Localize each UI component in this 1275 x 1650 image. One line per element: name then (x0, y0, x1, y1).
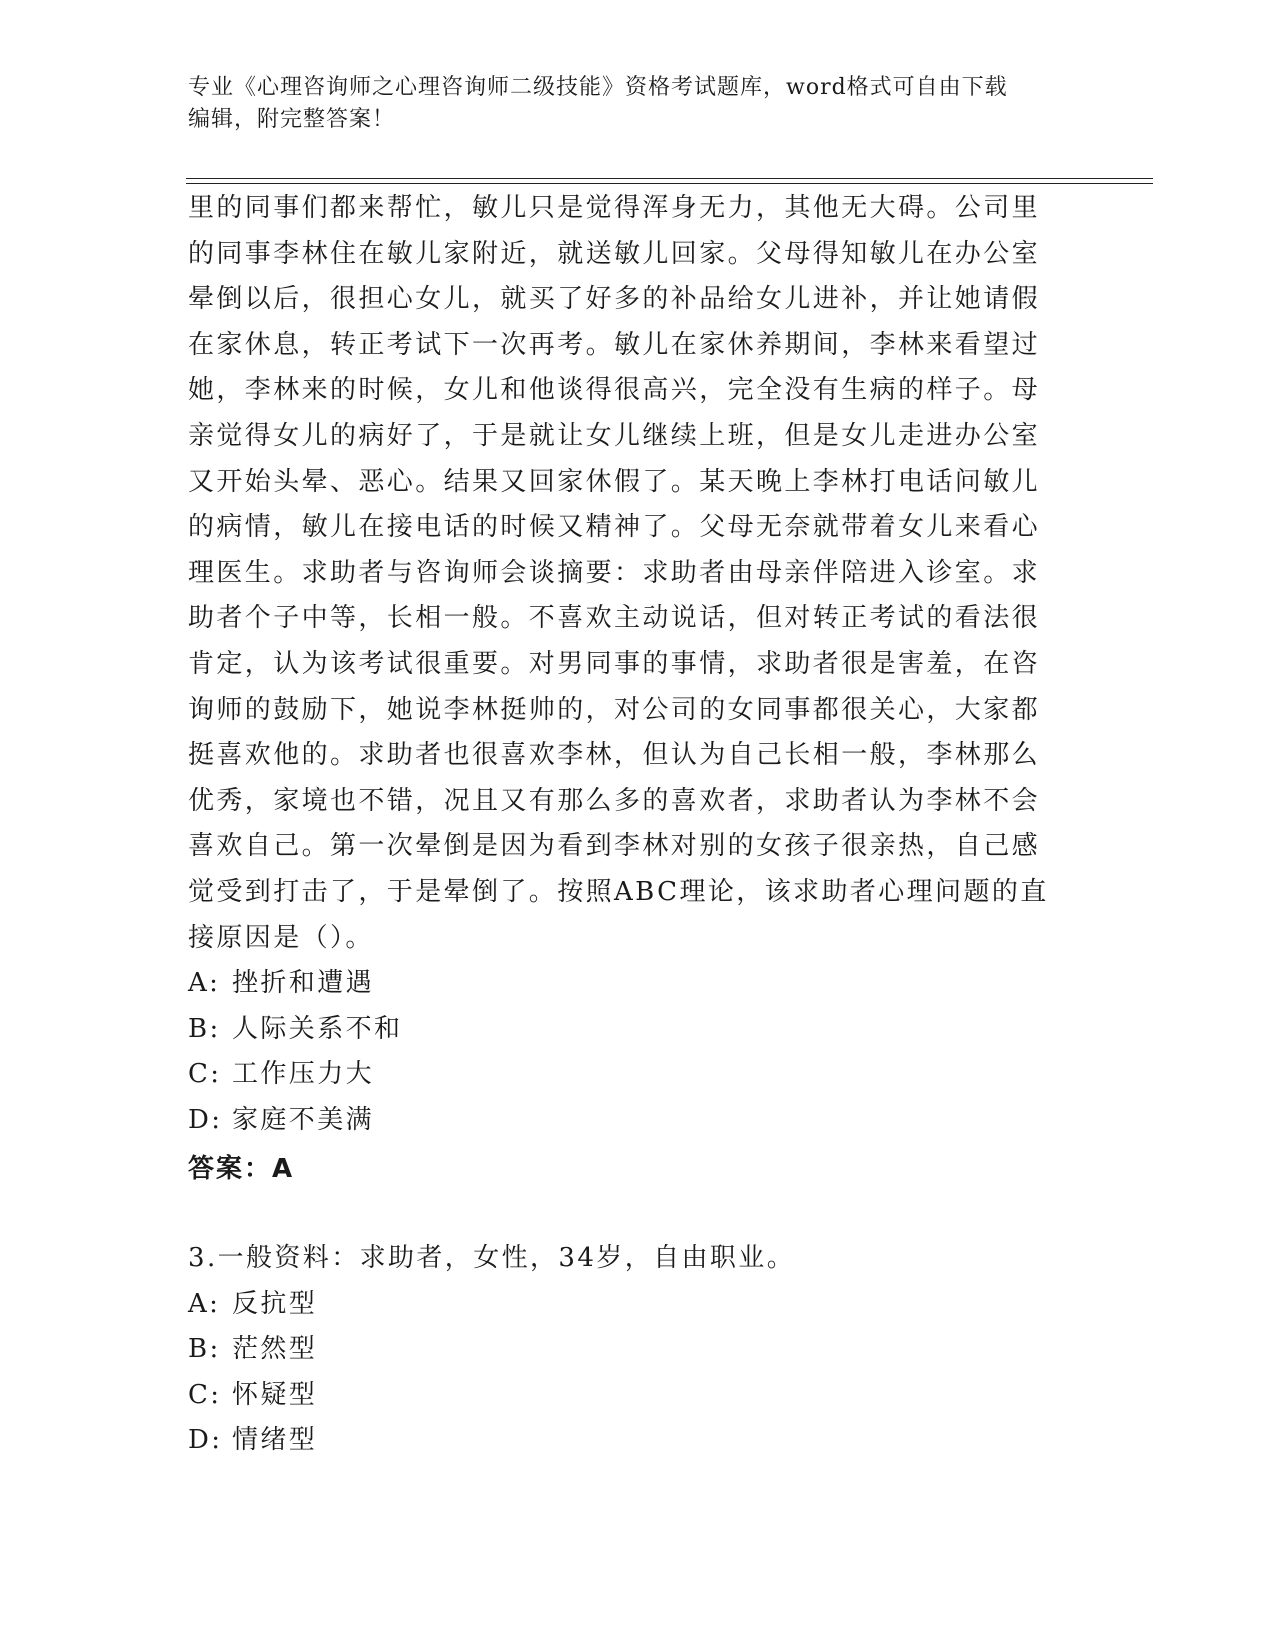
header-line-1: 专业《心理咨询师之心理咨询师二级技能》资格考试题库，word格式可自由下载 (188, 75, 1008, 100)
stem-line: 助者个子中等，长相一般。不喜欢主动说话，但对转正考试的看法很 (188, 603, 1041, 634)
stem-line: 晕倒以后，很担心女儿，就买了好多的补品给女儿进补，并让她请假 (188, 284, 1041, 315)
option-letter: C: (188, 1379, 222, 1410)
option-letter: D: (188, 1425, 223, 1456)
stem-line: 在家休息，转正考试下一次再考。敏儿在家休养期间，李林来看望过 (188, 329, 1041, 360)
stem-line: 又开始头晕、恶心。结果又回家休假了。某天晚上李林打电话问敏儿 (188, 466, 1041, 497)
page-header (188, 72, 1088, 136)
option-text: 挫折和遭遇 (232, 968, 375, 999)
stem-line: 喜欢自己。第一次晕倒是因为看到李林对别的女孩子很亲热，自己感 (188, 831, 1041, 862)
stem-line: 的病情，敏儿在接电话的时候又精神了。父母无奈就带着女儿来看心 (188, 512, 1041, 543)
stem-line: 她，李林来的时候，女儿和他谈得很高兴，完全没有生病的样子。母 (188, 375, 1041, 406)
question-3-stem: 3.一般资料：求助者，女性，34岁，自由职业。 (188, 1243, 796, 1273)
option-text: 家庭不美满 (232, 1104, 375, 1135)
option-c (188, 1373, 795, 1419)
question-3 (188, 1236, 795, 1464)
question-2 (188, 186, 1068, 1143)
option-text: 人际关系不和 (232, 1013, 403, 1044)
option-letter: B: (188, 1334, 221, 1365)
question-2-options (188, 961, 1068, 1143)
option-letter: B: (188, 1013, 221, 1044)
option-text: 工作压力大 (232, 1059, 375, 1090)
header-line-2: 编辑，附完整答案！ (188, 107, 396, 132)
option-letter: A: (188, 1288, 221, 1319)
stem-line: 挺喜欢他的。求助者也很喜欢李林，但认为自己长相一般，李林那么 (188, 740, 1041, 771)
stem-line: 亲觉得女儿的病好了，于是就让女儿继续上班，但是女儿走进办公室 (188, 420, 1041, 451)
question-2-answer: 答案：A (188, 1154, 295, 1184)
option-a (188, 961, 1068, 1007)
option-b (188, 1007, 1068, 1053)
option-c (188, 1052, 1068, 1098)
stem-line: 里的同事们都来帮忙，敏儿只是觉得浑身无力，其他无大碍。公司里 (188, 193, 1041, 223)
option-text: 茫然型 (232, 1334, 318, 1365)
stem-line: 的同事李林住在敏儿家附近，就送敏儿回家。父母得知敏儿在办公室 (188, 238, 1041, 269)
question-2-stem (188, 186, 1068, 961)
option-text: 反抗型 (232, 1288, 318, 1319)
option-letter: D: (188, 1104, 223, 1135)
option-d (188, 1418, 795, 1464)
stem-line: 肯定，认为该考试很重要。对男同事的事情，求助者很是害羞，在咨 (188, 648, 1041, 679)
option-letter: C: (188, 1059, 222, 1090)
stem-line: 理医生。求助者与咨询师会谈摘要：求助者由母亲伴陪进入诊室。求 (188, 557, 1041, 588)
option-a (188, 1282, 795, 1328)
option-d (188, 1098, 1068, 1144)
option-b (188, 1327, 795, 1373)
header-divider-bottom (186, 183, 1153, 184)
stem-line: 觉受到打击了，于是晕倒了。按照ABC理论，该求助者心理问题的直 (188, 876, 1049, 907)
stem-line: 询师的鼓励下，她说李林挺帅的，对公司的女同事都很关心，大家都 (188, 694, 1041, 725)
header-divider-top (186, 178, 1153, 179)
option-text: 怀疑型 (232, 1379, 318, 1410)
stem-line: 优秀，家境也不错，况且又有那么多的喜欢者，求助者认为李林不会 (188, 785, 1041, 816)
option-text: 情绪型 (232, 1425, 318, 1456)
stem-line: 接原因是（）。 (188, 922, 374, 953)
option-letter: A: (188, 968, 221, 999)
